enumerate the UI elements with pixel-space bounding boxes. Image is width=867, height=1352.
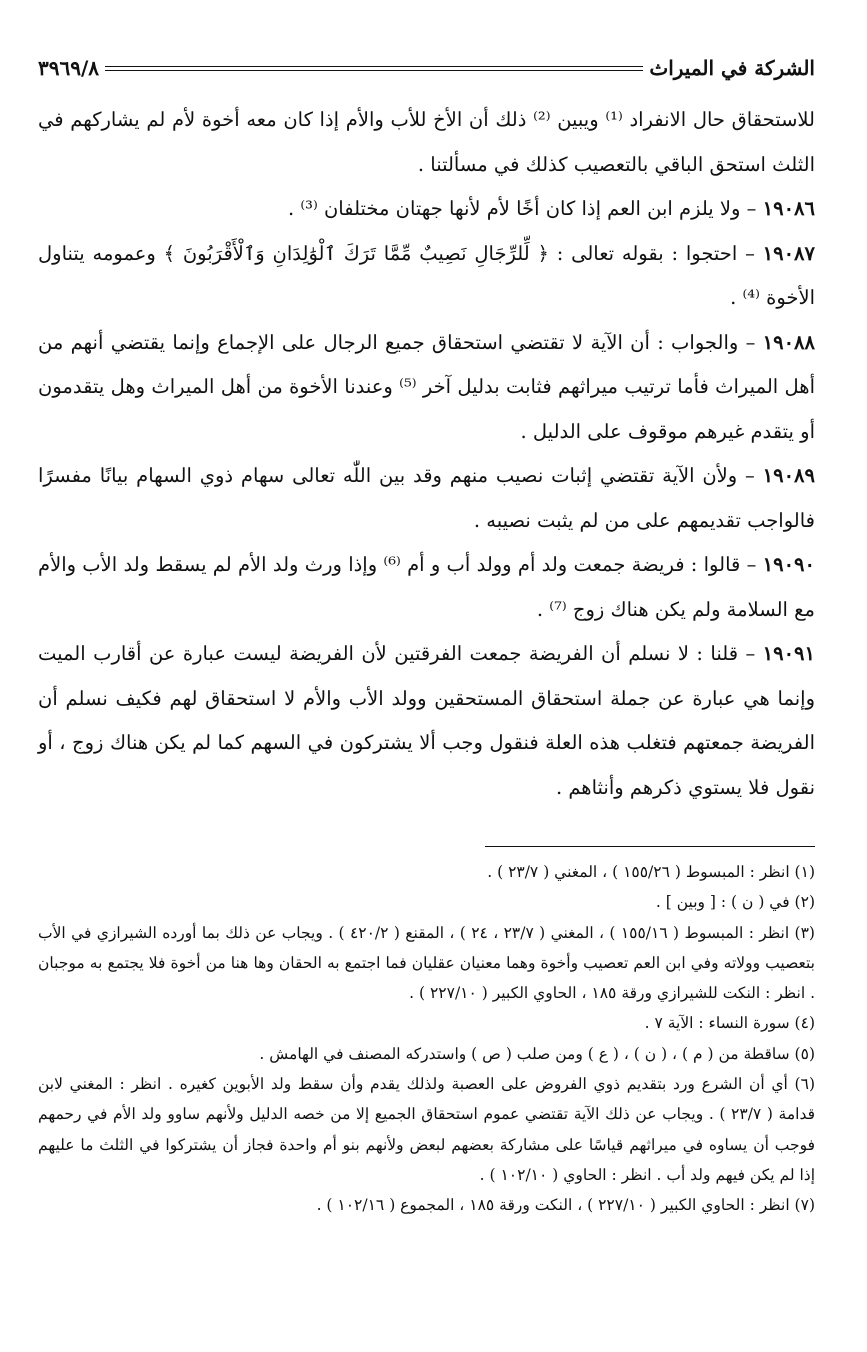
paragraph bbox=[38, 232, 815, 321]
paragraph bbox=[38, 543, 815, 632]
paragraph bbox=[38, 321, 815, 455]
paragraph-number: ١٩٠٩١ bbox=[762, 642, 815, 665]
footnote: (٤) سورة النساء : الآية ٧ . bbox=[644, 1014, 815, 1033]
paragraph-text: – والجواب : أن الآية لا تقتضي استحقاق جميع الرجال على الإجماع وإنما يقتضي أنهم من أهل الميراث فأما ترتيب ميراثهم فثابت بدليل آخر ⁽⁵⁾ وعندنا الأخوة من أهل الميراث وهل يتقدمون أو يتقدم غيرهم موقوف على الدليل . bbox=[38, 330, 815, 443]
paragraph bbox=[38, 187, 815, 232]
book-page bbox=[38, 44, 815, 1221]
running-title: الشركة في الميراث bbox=[649, 56, 815, 80]
paragraph-text: – احتجوا : بقوله تعالى : ﴿ لِّلرِّجَالِ نَصِيبٌ مِّمَّا تَرَكَ ٱلْوَٰلِدَانِ وَٱلْأَقْرَبُونَ ﴾ وعمومه يتناول الأخوة ⁽⁴⁾ . bbox=[38, 241, 815, 309]
paragraph-number: ١٩٠٩٠ bbox=[762, 553, 815, 576]
paragraph bbox=[38, 454, 815, 543]
paragraph-text: – قلنا : لا نسلم أن الفريضة جمعت الفرقتين لأن الفريضة ليست عبارة عن أقارب الميت وإنما هي عبارة عن جملة استحقاق المستحقين وولد الأب والأم لا استحقاق لهم فكيف نسلم أن الفريضة جمعتهم فتغلب هذه العلة فنقول وجب ألا يشتركون في السهم كما لم يكن هناك زوج ، أو نقول فلا يستوي ذكرهم وأنثاهم . bbox=[38, 642, 815, 799]
footnote-separator bbox=[485, 846, 815, 847]
paragraph-number: ١٩٠٨٧ bbox=[762, 241, 815, 265]
header-double-rule bbox=[105, 66, 643, 71]
footnote: (٧) انظر : الحاوي الكبير ( ٢٢٧/١٠ ) ، النكت ورقة ١٨٥ ، المجموع ( ١٠٢/١٦ ) . bbox=[316, 1196, 815, 1215]
running-header bbox=[38, 44, 815, 92]
paragraph-number: ١٩٠٨٦ bbox=[762, 197, 815, 220]
main-text bbox=[38, 98, 815, 810]
paragraph bbox=[38, 98, 815, 187]
footnote: (٢) في ( ن ) : [ وبين ] . bbox=[655, 893, 815, 912]
paragraph-text: – ولا يلزم ابن العم إذا كان أخًا لأم لأنها جهتان مختلفان ⁽³⁾ . bbox=[287, 197, 763, 220]
footnote: (٣) انظر : المبسوط ( ١٥٥/١٦ ) ، المغني ( ٢٣/٧ ، ٢٤ ) ، المقنع ( ٤٢٠/٢ ) . ويجاب عن ذلك بما أورده الشيرازي في الأب بتعصيب وولاته وفي ابن العم تعصيب وأخوة وهما معنيان عقليان فما اجتمع به الحقان وها هنا من أخوة فلا يجتمع به موجبان . انظر : النكت للشيرازي ورقة ١٨٥ ، الحاوي الكبير ( ٢٢٧/١٠ ) . bbox=[38, 923, 815, 1003]
paragraph-text: – قالوا : فريضة جمعت ولد أم وولد أب و أم ⁽⁶⁾ وإذا ورث ولد الأم لم يسقط ولد الأب والأم مع السلامة ولم يكن هناك زوج ⁽⁷⁾ . bbox=[38, 553, 815, 621]
page-number: ٣٩٦٩/٨ bbox=[38, 56, 100, 80]
footnote: (٦) أي أن الشرع ورد بتقديم ذوي الفروض على العصبة ولذلك يقدم وأن سقط ولد الأبوين كغيره . انظر : المغني لابن قدامة ( ٢٣/٧ ) . ويجاب عن ذلك الآية تقتضي عموم استحقاق الجميع إلا من خصه الدليل ولأنهم ساوو ولد الأم في رحمهم فوجب أن يساوه في ميراثهم قياسًا على مشاركة بعضهم لبعض ولأنهم بنو أم واحدة فجاز أن يشتركوا في الثلث ما عليهم إذا لم يكن فيهم ولد أب . انظر : الحاوي ( ١٠٢/١٠ ) . bbox=[38, 1075, 815, 1184]
paragraph bbox=[38, 632, 815, 810]
footnote: (٥) ساقطة من ( م ) ، ( ن ) ، ( ع ) ومن صلب ( ص ) واستدركه المصنف في الهامش . bbox=[259, 1044, 815, 1063]
paragraph-number: ١٩٠٨٩ bbox=[762, 464, 815, 487]
footnotes bbox=[38, 857, 815, 1221]
paragraph-number: ١٩٠٨٨ bbox=[762, 330, 815, 354]
footnote: (١) انظر : المبسوط ( ١٥٥/٢٦ ) ، المغني ( ٢٣/٧ ) . bbox=[487, 863, 815, 881]
paragraph-text: – ولأن الآية تقتضي إثبات نصيب منهم وقد بين اللّٰه تعالى سهام ذوي السهام بيانًا مفسرًا فالواجب تقديمهم على من لم يثبت نصيبه . bbox=[38, 464, 815, 532]
paragraph-text: للاستحقاق حال الانفراد ⁽¹⁾ ويبين ⁽²⁾ ذلك أن الأخ للأب والأم إذا كان معه أخوة لأم لم يشاركهم في الثلث استحق الباقي بالتعصيب كذلك في مسألتنا . bbox=[38, 108, 816, 176]
